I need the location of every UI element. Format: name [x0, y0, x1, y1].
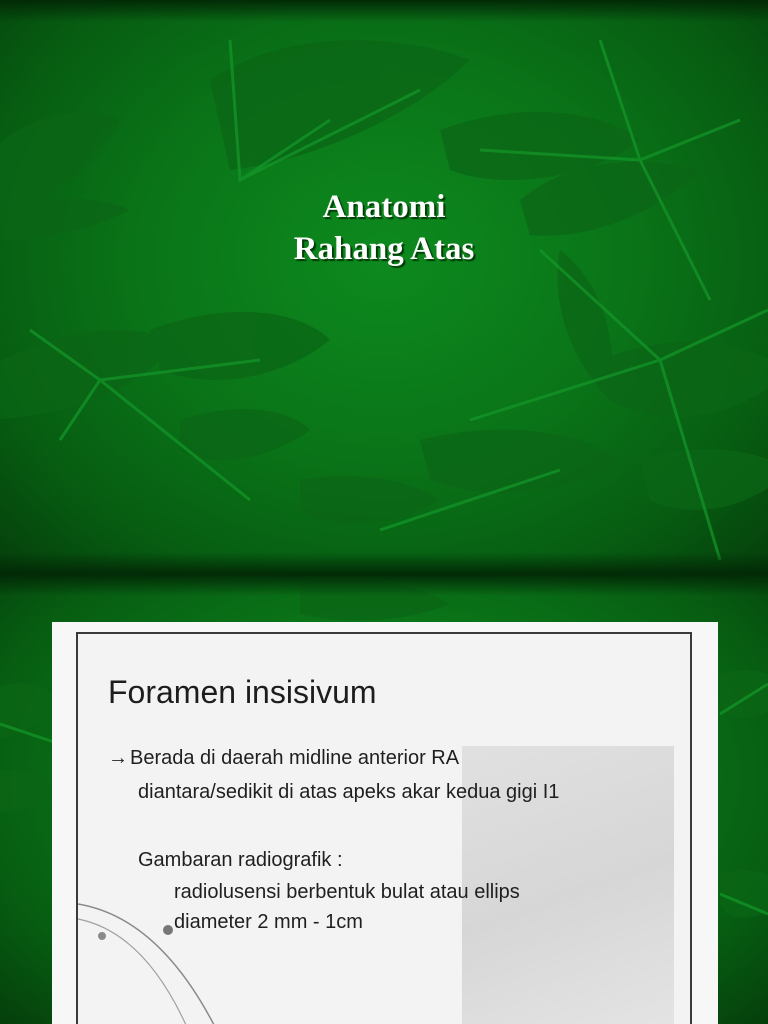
document-frame: [76, 632, 692, 1024]
document-heading: Foramen insisivum: [108, 674, 377, 710]
radiograph-line-1: radiolusensi berbentuk bulat atau ellips: [174, 881, 520, 903]
radiograph-line-2: diameter 2 mm - 1cm: [174, 911, 363, 933]
slide-bottom-shadow: [0, 552, 768, 574]
scanned-document: [52, 622, 718, 1024]
bullet-line-1: [108, 746, 459, 770]
slide-title: [0, 186, 768, 270]
bullet-line-2: diantara/sedikit di atas apeks akar kedua gigi I1: [138, 781, 560, 803]
slide-top-shadow: [0, 0, 768, 22]
arrow-icon: →: [108, 747, 128, 769]
bullet-text-1: Berada di daerah midline anterior RA: [130, 747, 460, 769]
title-line-1: Anatomi: [322, 189, 446, 225]
slide-top-shadow-2: [0, 574, 768, 596]
title-line-2: Rahang Atas: [293, 231, 475, 267]
content-slide: [0, 574, 768, 1024]
radiograph-heading: Gambaran radiografik :: [138, 849, 343, 871]
